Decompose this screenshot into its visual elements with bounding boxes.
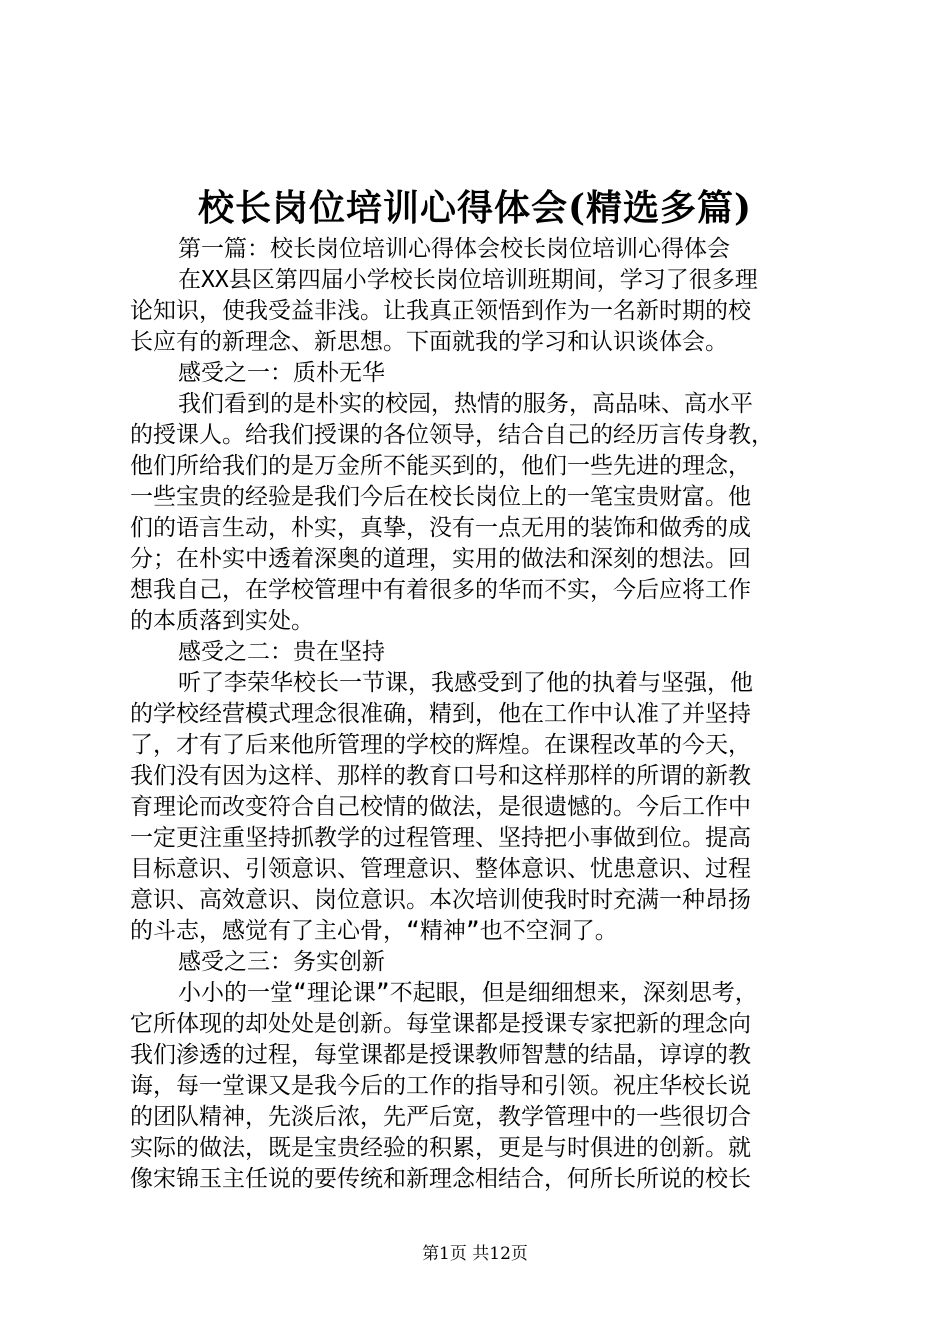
paragraph-line: 育理论而改变符合自己校情的做法，是很遗憾的。今后工作中 bbox=[130, 794, 751, 820]
paragraph-line: 像宋锦玉主任说的要传统和新理念相结合，何所长所说的校长 bbox=[130, 1166, 751, 1192]
paragraph-line: 了，才有了后来他所管理的学校的辉煌。在课程改革的今天， bbox=[130, 732, 751, 758]
paragraph-line: 分；在朴实中透着深奥的道理，实用的做法和深刻的想法。回 bbox=[130, 546, 751, 572]
paragraph-line: 的学校经营模式理念很准确，精到，他在工作中认准了并坚持 bbox=[130, 701, 751, 727]
paragraph-line: 第一篇：校长岗位培训心得体会校长岗位培训心得体会 bbox=[178, 236, 730, 262]
paragraph-line: 他们所给我们的是万金所不能买到的，他们一些先进的理念， bbox=[130, 453, 751, 479]
section-heading: 感受之二：贵在坚持 bbox=[178, 639, 385, 665]
paragraph-line: 目标意识、引领意识、管理意识、整体意识、忧患意识、过程 bbox=[130, 856, 751, 882]
paragraph-line: 诲，每一堂课又是我今后的工作的指导和引领。祝庄华校长说 bbox=[130, 1073, 751, 1099]
paragraph-line: 一定更注重坚持抓教学的过程管理、坚持把小事做到位。提高 bbox=[130, 825, 751, 851]
page-footer: 第1页 共12页 bbox=[422, 1244, 528, 1264]
paragraph-line: 论知识，使我受益非浅。让我真正领悟到作为一名新时期的校 bbox=[130, 298, 751, 324]
paragraph-line: 一些宝贵的经验是我们今后在校长岗位上的一笔宝贵财富。他 bbox=[130, 484, 751, 510]
document-title: 校长岗位培训心得体会(精选多篇) bbox=[197, 187, 753, 229]
paragraph-line: 意识、高效意识、岗位意识。本次培训使我时时充满一种昂扬 bbox=[130, 887, 751, 913]
paragraph-line: 它所体现的却处处是创新。每堂课都是授课专家把新的理念向 bbox=[130, 1011, 751, 1037]
paragraph-line: 实际的做法，既是宝贵经验的积累，更是与时俱进的创新。就 bbox=[130, 1135, 751, 1161]
paragraph-line: 我们渗透的过程，每堂课都是授课教师智慧的结晶，谆谆的教 bbox=[130, 1042, 751, 1068]
paragraph-line: 在XX县区第四届小学校长岗位培训班期间，学习了很多理 bbox=[178, 267, 758, 293]
paragraph-line: 听了李荣华校长一节课，我感受到了他的执着与坚强，他 bbox=[178, 670, 753, 696]
paragraph-line: 小小的一堂“理论课”不起眼，但是细细想来，深刻思考， bbox=[178, 980, 758, 1006]
paragraph-line: 的斗志，感觉有了主心骨，“精神”也不空洞了。 bbox=[130, 918, 618, 944]
paragraph-line: 长应有的新理念、新思想。下面就我的学习和认识谈体会。 bbox=[130, 329, 728, 355]
paragraph-line: 想我自己，在学校管理中有着很多的华而不实，今后应将工作 bbox=[130, 577, 751, 603]
section-heading: 感受之一：质朴无华 bbox=[178, 360, 385, 386]
paragraph-line: 们的语言生动，朴实，真挚，没有一点无用的装饰和做秀的成 bbox=[130, 515, 751, 541]
paragraph-line: 的授课人。给我们授课的各位领导，结合自己的经历言传身教， bbox=[130, 422, 774, 448]
paragraph-line: 我们看到的是朴实的校园，热情的服务，高品味、高水平 bbox=[178, 391, 753, 417]
paragraph-line: 的团队精神，先淡后浓，先严后宽，教学管理中的一些很切合 bbox=[130, 1104, 751, 1130]
paragraph-line: 的本质落到实处。 bbox=[130, 608, 314, 634]
paragraph-line: 我们没有因为这样、那样的教育口号和这样那样的所谓的新教 bbox=[130, 763, 751, 789]
document-body bbox=[130, 234, 830, 1195]
section-heading: 感受之三：务实创新 bbox=[178, 949, 385, 975]
